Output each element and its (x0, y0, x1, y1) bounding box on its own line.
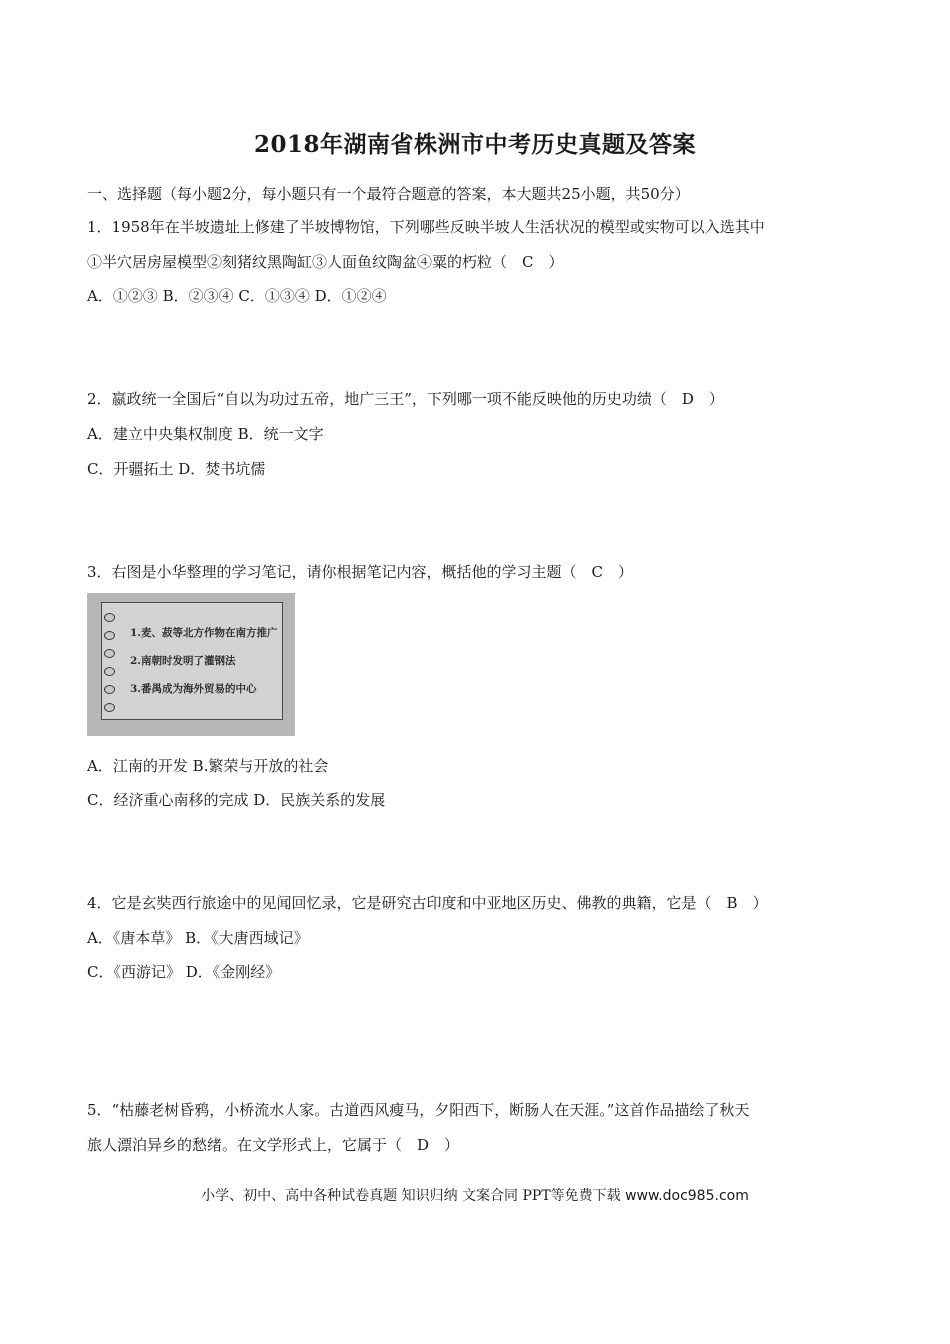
ring-icon (104, 703, 115, 712)
footer-url[interactable]: www.doc985.com (625, 1188, 749, 1204)
q3-options-line-1: A．江南的开发 B.繁荣与开放的社会 (87, 757, 329, 775)
page-footer (0, 1185, 950, 1205)
footer-text: 小学、初中、高中各种试卷真题 知识归纳 文案合同 PPT等免费下载 (201, 1188, 621, 1204)
q2-options-line-1: A．建立中央集权制度 B．统一文字 (87, 425, 324, 443)
page-title: 2018年湖南省株洲市中考历史真题及答案 (253, 131, 696, 158)
note-line-1: 1.麦、菽等北方作物在南方推广 (130, 627, 278, 639)
ring-icon (104, 613, 115, 622)
ring-icon (104, 685, 115, 694)
study-notes-image (87, 593, 295, 736)
ring-icon (104, 631, 115, 640)
notebook-rings (104, 613, 120, 721)
note-line-3: 3.番禺成为海外贸易的中心 (130, 683, 257, 695)
q1-stem-line-1: 1．1958年在半坡遗址上修建了半坡博物馆，下列哪些反映半坡人生活状况的模型或实物可以入选其中 (87, 218, 765, 236)
q5-stem-line-2: 旅人漂泊异乡的愁绪。在文学形式上，它属于（ D ） (87, 1136, 460, 1154)
section-header: 一、选择题（每小题2分，每小题只有一个最符合题意的答案，本大题共25小题，共50分） (87, 185, 690, 203)
q3-stem: 3．右图是小华整理的学习笔记，请你根据笔记内容，概括他的学习主题（ C ） (87, 563, 634, 581)
q2-options-line-2: C．开疆拓土 D．焚书坑儒 (87, 460, 266, 478)
q1-options: A．①②③ B．②③④ C．①③④ D．①②④ (87, 287, 387, 305)
q4-options-line-2: C．《西游记》 D．《金刚经》 (87, 963, 281, 981)
ring-icon (104, 649, 115, 658)
q4-options-line-1: A．《唐本草》 B．《大唐西域记》 (87, 929, 309, 947)
ring-icon (104, 667, 115, 676)
q4-stem: 4．它是玄奘西行旅途中的见闻回忆录，它是研究古印度和中亚地区历史、佛教的典籍，它是（ B ） (87, 894, 768, 912)
q1-stem-line-2: ①半穴居房屋模型②刻猪纹黑陶缸③人面鱼纹陶盆④粟的朽粒（ C ） (87, 253, 564, 271)
note-line-2: 2.南朝时发明了灌钢法 (130, 655, 236, 667)
q5-stem-line-1: 5．“枯藤老树昏鸦，小桥流水人家。古道西风瘦马，夕阳西下，断肠人在天涯。”这首作品描绘了秋天 (87, 1101, 750, 1119)
notebook-card (101, 602, 283, 720)
q2-stem: 2．嬴政统一全国后“自以为功过五帝，地广三王”，下列哪一项不能反映他的历史功绩（ D ） (87, 390, 724, 408)
q3-options-line-2: C．经济重心南移的完成 D．民族关系的发展 (87, 791, 386, 809)
